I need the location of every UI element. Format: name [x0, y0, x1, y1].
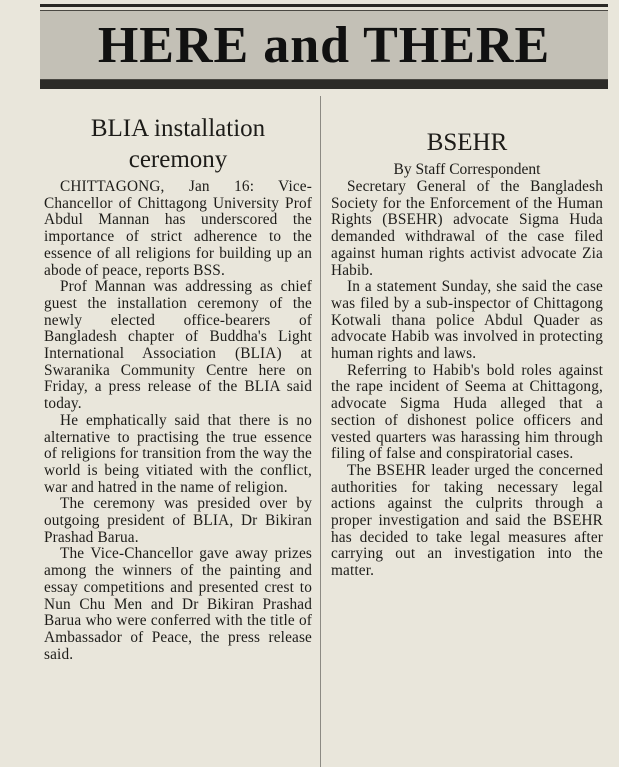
masthead-banner	[40, 10, 608, 80]
column-divider	[320, 96, 321, 767]
article-blia	[44, 113, 312, 663]
article-bsehr-byline: By Staff Correspondent	[393, 161, 541, 178]
article-blia-paragraph-1: CHITTAGONG, Jan 16: Vice-Chancellor of Chittagong University Prof Abdul Mannan has underscored the importance of strict adherence to the essence of all religions for building up an abode of peace, reports BSS.	[44, 178, 312, 279]
article-bsehr	[331, 105, 603, 580]
article-blia-paragraph-4: The ceremony was presided over by outgoing president of BLIA, Dr Bikiran Prashad Barua.	[44, 495, 312, 546]
article-bsehr-paragraph-3: Referring to Habib's bold roles against the rape incident of Seema at Chittagong, advocate Sigma Huda alleged that a section of dishonest police officers and vested quarters was harassing him through filing of false and conspiratorial cases.	[331, 361, 603, 463]
article-bsehr-paragraph-2: In a statement Sunday, she said the case was filed by a sub-inspector of Chittagong Kotwali thana police Abdul Quader as advocate Habib was involved in protecting human rights and laws.	[331, 278, 603, 363]
article-blia-headline: BLIA installation ceremony	[90, 115, 266, 173]
article-bsehr-paragraph-4: The BSEHR leader urged the concerned authorities for taking necessary legal actions against the culprits through a proper investigation and said the BSEHR has decided to take legal measures after carrying out an investigation into the matter.	[331, 461, 603, 580]
masthead-rule	[40, 80, 608, 89]
top-rule	[40, 4, 608, 7]
masthead-title: HERE and THERE	[97, 17, 551, 74]
article-blia-paragraph-2: Prof Mannan was addressing as chief guest the installation ceremony of the newly elected office-bearers of Bangladesh chapter of Buddha's Light International Association (BLIA) at Swaranika Community Centre here on Friday, a press release of the BLIA said today.	[44, 278, 312, 413]
article-blia-paragraph-3: He emphatically said that there is no alternative to practising the true essence of religions for transition from the way the world is being vitiated with the conflict, war and hatred in the name of religion.	[44, 411, 312, 496]
article-bsehr-paragraph-1: Secretary General of the Bangladesh Society for the Enforcement of the Human Rights (BSEHR) advocate Sigma Huda demanded withdrawal of the case filed against human rights activist advocate Zia Habib.	[331, 178, 603, 279]
article-bsehr-headline: BSEHR	[426, 129, 508, 156]
article-blia-paragraph-5: The Vice-Chancellor gave away prizes among the winners of the painting and essay competitions and presented crest to Nun Chu Men and Dr Bikiran Prashad Barua who were conferred with the title of Ambassador of Peace, the press release said.	[44, 545, 312, 663]
